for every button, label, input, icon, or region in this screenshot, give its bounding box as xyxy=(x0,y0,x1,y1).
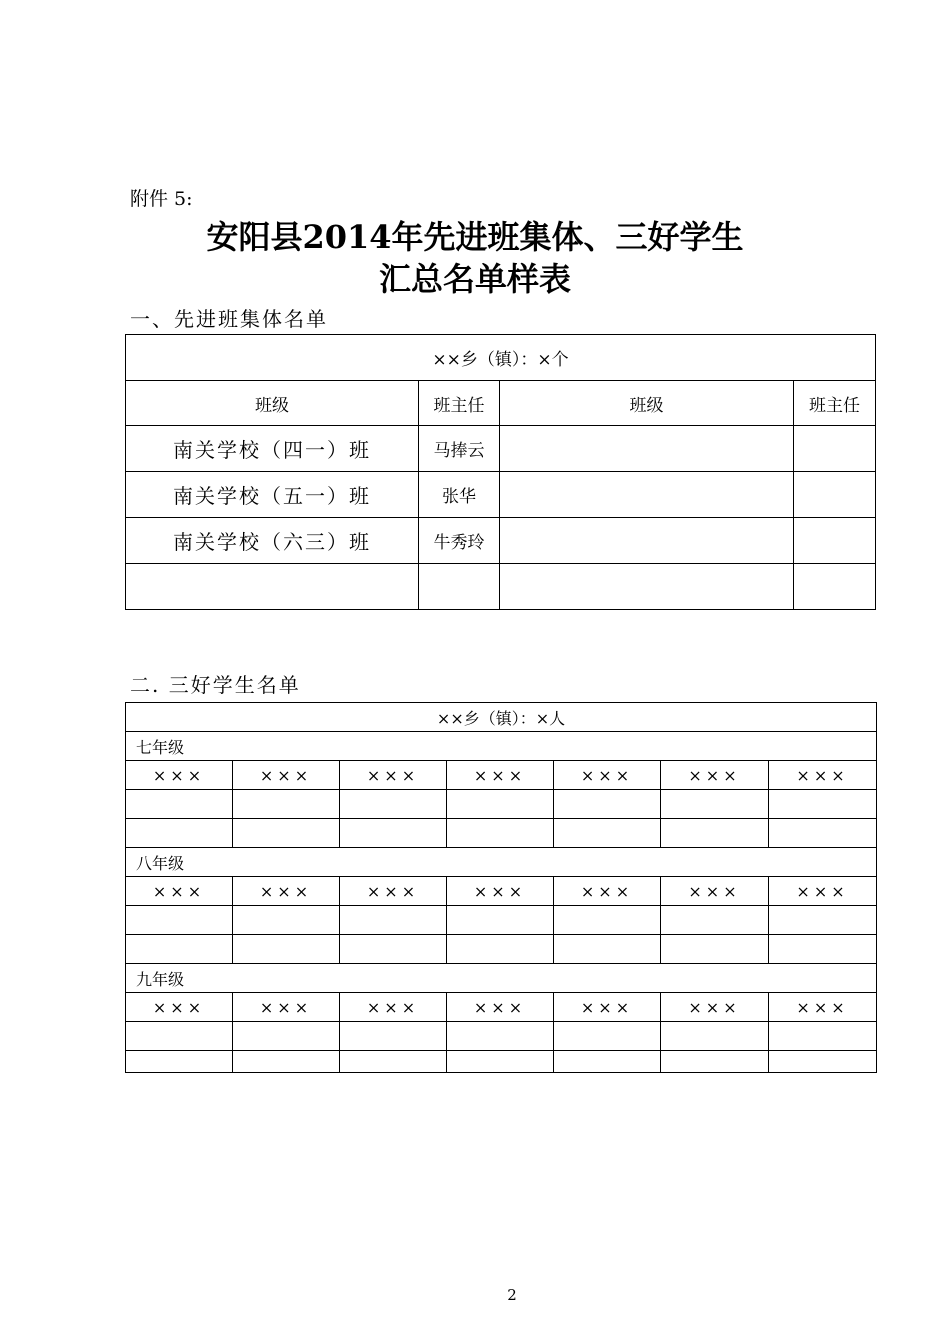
student-cell: ××× xyxy=(769,877,877,906)
student-cell xyxy=(126,935,233,964)
town-row xyxy=(126,335,876,381)
student-cell xyxy=(769,819,877,848)
student-cell xyxy=(554,790,661,819)
student-cell: ××× xyxy=(233,993,340,1022)
student-cell xyxy=(769,790,877,819)
student-cell: ××× xyxy=(233,761,340,790)
student-cell xyxy=(447,1051,554,1073)
grade-label: 七年级 xyxy=(126,732,877,761)
teacher-cell xyxy=(794,472,876,518)
table-row xyxy=(126,790,877,819)
header-class: 班级 xyxy=(500,381,794,426)
student-cell: ××× xyxy=(340,761,447,790)
student-cell xyxy=(340,1051,447,1073)
teacher-cell xyxy=(794,426,876,472)
table-row xyxy=(126,819,877,848)
class-cell: 南关学校（五一）班 xyxy=(126,472,419,518)
student-cell xyxy=(447,790,554,819)
attachment-label: 附件 5: xyxy=(130,188,193,210)
student-cell xyxy=(769,906,877,935)
student-cell xyxy=(769,1022,877,1051)
class-cell xyxy=(500,518,794,564)
student-cell xyxy=(554,1051,661,1073)
student-cell xyxy=(769,935,877,964)
student-cell xyxy=(233,790,340,819)
town-row xyxy=(126,703,877,732)
page-number: 2 xyxy=(507,1286,517,1304)
class-cell: 南关学校（四一）班 xyxy=(126,426,419,472)
student-cell xyxy=(661,1051,769,1073)
student-cell xyxy=(661,906,769,935)
table-row xyxy=(126,993,877,1022)
table-row xyxy=(126,518,876,564)
student-cell: ××× xyxy=(769,993,877,1022)
student-cell xyxy=(233,1022,340,1051)
teacher-cell: 马捧云 xyxy=(419,426,500,472)
grade-label: 八年级 xyxy=(126,848,877,877)
student-cell xyxy=(233,935,340,964)
student-cell: ××× xyxy=(554,761,661,790)
student-cell xyxy=(447,906,554,935)
student-cell: ××× xyxy=(126,993,233,1022)
grade-row xyxy=(126,964,877,993)
student-cell: ××× xyxy=(661,877,769,906)
student-cell xyxy=(447,819,554,848)
student-cell xyxy=(126,1022,233,1051)
merit-student-table xyxy=(125,702,877,1073)
student-cell: ××× xyxy=(340,877,447,906)
student-cell xyxy=(554,906,661,935)
student-cell xyxy=(554,935,661,964)
student-cell xyxy=(447,1022,554,1051)
student-cell xyxy=(340,790,447,819)
document-subtitle: 汇总名单样表 xyxy=(378,260,571,298)
student-cell xyxy=(233,906,340,935)
advanced-class-table xyxy=(125,334,876,610)
teacher-cell xyxy=(794,518,876,564)
student-cell xyxy=(661,790,769,819)
student-cell xyxy=(340,935,447,964)
student-cell: ××× xyxy=(447,761,554,790)
class-cell xyxy=(500,564,794,610)
teacher-cell: 张华 xyxy=(419,472,500,518)
student-cell xyxy=(554,1022,661,1051)
teacher-cell: 牛秀玲 xyxy=(419,518,500,564)
student-cell: ××× xyxy=(554,877,661,906)
table-row xyxy=(126,761,877,790)
student-cell: ××× xyxy=(661,761,769,790)
teacher-cell xyxy=(419,564,500,610)
header-class: 班级 xyxy=(126,381,419,426)
student-cell: ××× xyxy=(126,761,233,790)
table-row xyxy=(126,1022,877,1051)
student-cell: ××× xyxy=(554,993,661,1022)
grade-row xyxy=(126,732,877,761)
student-cell xyxy=(661,819,769,848)
student-cell xyxy=(340,819,447,848)
town-cell: ××乡（镇）：×个 xyxy=(126,335,876,381)
student-cell xyxy=(126,819,233,848)
teacher-cell xyxy=(794,564,876,610)
header-teacher: 班主任 xyxy=(419,381,500,426)
table-row xyxy=(126,426,876,472)
table-row xyxy=(126,906,877,935)
student-cell: ××× xyxy=(661,993,769,1022)
student-cell xyxy=(126,790,233,819)
student-cell: ××× xyxy=(340,993,447,1022)
class-cell xyxy=(500,472,794,518)
student-cell: ××× xyxy=(233,877,340,906)
class-cell: 南关学校（六三）班 xyxy=(126,518,419,564)
grade-row xyxy=(126,848,877,877)
student-cell xyxy=(340,1022,447,1051)
table-row xyxy=(126,935,877,964)
student-cell xyxy=(769,1051,877,1073)
student-cell: ××× xyxy=(126,877,233,906)
table-row xyxy=(126,877,877,906)
class-cell xyxy=(500,426,794,472)
student-cell xyxy=(126,906,233,935)
student-cell xyxy=(661,935,769,964)
student-cell xyxy=(447,935,554,964)
student-cell: ××× xyxy=(769,761,877,790)
student-cell: ××× xyxy=(447,877,554,906)
table-row xyxy=(126,472,876,518)
table-row xyxy=(126,564,876,610)
student-cell xyxy=(554,819,661,848)
student-cell: ××× xyxy=(447,993,554,1022)
student-cell xyxy=(661,1022,769,1051)
town-cell: ××乡（镇）：×人 xyxy=(126,703,877,732)
student-cell xyxy=(340,906,447,935)
header-teacher: 班主任 xyxy=(794,381,876,426)
class-cell xyxy=(126,564,419,610)
document-title: 安阳县2014年先进班集体、三好学生 xyxy=(206,218,744,256)
student-cell xyxy=(126,1051,233,1073)
header-row xyxy=(126,381,876,426)
student-cell xyxy=(233,819,340,848)
student-cell xyxy=(233,1051,340,1073)
section2-heading: 二. 三好学生名单 xyxy=(130,673,301,697)
grade-label: 九年级 xyxy=(126,964,877,993)
section1-heading: 一、先进班集体名单 xyxy=(130,307,328,331)
table-row xyxy=(126,1051,877,1073)
